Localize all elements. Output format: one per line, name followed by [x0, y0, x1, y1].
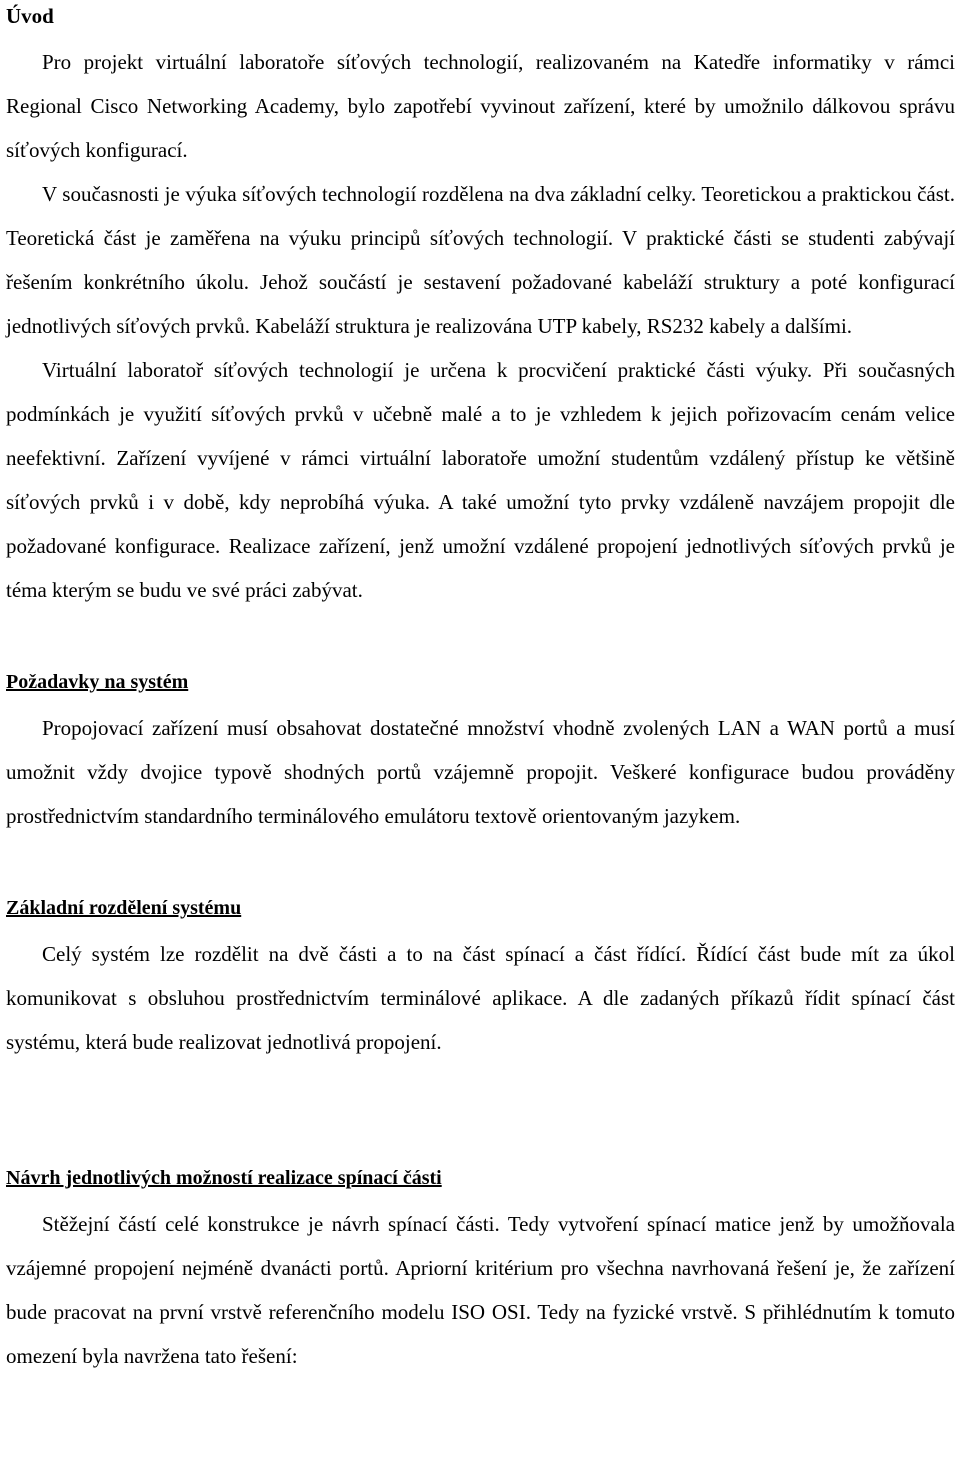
section-heading-zakladni: Základní rozdělení systému [6, 897, 242, 919]
page-title: Úvod [6, 4, 54, 28]
paragraph-pozadavky: Propojovací zařízení musí obsahovat dostatečné množství vhodně zvolených LAN a WAN portů a musí umožnit vždy dvojice typově shodných portů vzájemně propojit. Veškeré konfigurace budou prováděny prostřednictvím standardního terminálového emulátoru textově orientovaným jazykem. [6, 716, 955, 828]
paragraph-intro-3: Virtuální laboratoř síťových technologií je určena k procvičení praktické části výuky. Při současných podmínkách je využití síťových prvků v učebně malé a to je vzhledem k jejich pořizovacím cenám velice neefektivní. Zařízení vyvíjené v rámci virtuální laboratoře umožní studentům vzdálený přístup ke většině síťových prvků i v době, kdy neprobíhá výuka. A také umožní tyto prvky vzdáleně navzájem propojit dle požadované konfigurace. Realizace zařízení, jenž umožní vzdálené propojení jednotlivých síťových prvků je téma kterým se budu ve své práci zabývat. [6, 358, 955, 602]
paragraph-intro-1: Pro projekt virtuální laboratoře síťových technologií, realizovaném na Katedře informatiky v rámci Regional Cisco Networking Academy, bylo zapotřebí vyvinout zařízení, které by umožnilo dálkovou správu síťových konfigurací. [6, 50, 955, 162]
document-page [6, 0, 955, 1378]
section-heading-navrh: Návrh jednotlivých možností realizace spínací části [6, 1167, 442, 1189]
paragraph-zakladni: Celý systém lze rozdělit na dvě části a to na část spínací a část řídící. Řídící část bude mít za úkol komunikovat s obsluhou prostřednictvím terminálové aplikace. A dle zadaných příkazů řídit spínací část systému, která bude realizovat jednotlivá propojení. [6, 942, 955, 1054]
section-heading-pozadavky: Požadavky na systém [6, 671, 189, 693]
paragraph-navrh: Stěžejní částí celé konstrukce je návrh spínací části. Tedy vytvoření spínací matice jenž by umožňovala vzájemné propojení nejméně dvanácti portů. Apriorní kritérium pro všechna navrhovaná řešení je, že zařízení bude pracovat na první vrstvě referenčního modelu ISO OSI. Tedy na fyzické vrstvě. S přihlédnutím k tomuto omezení byla navržena tato řešení: [6, 1212, 955, 1368]
paragraph-intro-2: V současnosti je výuka síťových technologií rozdělena na dva základní celky. Teoretickou a praktickou část. Teoretická část je zaměřena na výuku principů síťových technologií. V praktické části se studenti zabývají řešením konkrétního úkolu. Jehož součástí je sestavení požadované kabeláží struktury a poté konfigurací jednotlivých síťových prvků. Kabeláží struktura je realizována UTP kabely, RS232 kabely a dalšími. [6, 182, 955, 338]
